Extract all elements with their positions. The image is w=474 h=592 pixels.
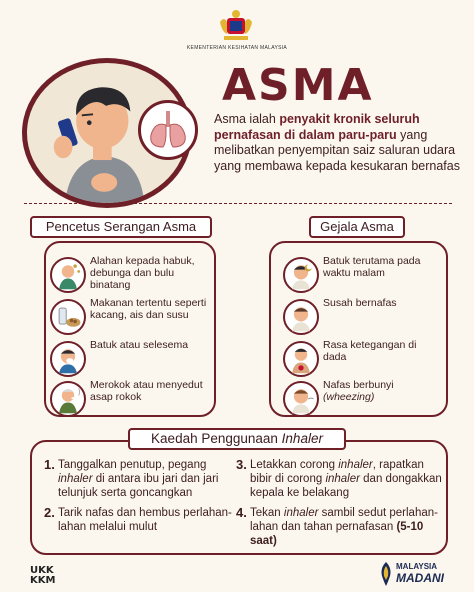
step-text-italic: inhaler [325,473,360,485]
symptom-text: Batuk terutama pada waktu malam [323,255,421,279]
madani-emblem-icon [378,562,394,586]
step-text-bold: (5-10 saat) [250,521,424,547]
list-item [271,339,446,379]
symptom-text-italic: (wheezing) [323,391,375,403]
symptom-text: Susah bernafas [323,297,397,309]
step-text: di antara ibu jari dan jari telunjuk serta goncangkan [58,473,219,499]
step-text: , rapatkan bibir di corong [250,459,424,485]
symptom-text-main: Nafas berbunyi [323,379,394,391]
trigger-text: Batuk atau selesema [90,339,189,351]
section-divider [24,203,452,204]
inhaler-heading-italic: Inhaler [281,431,323,446]
step-number: 1. [44,457,55,472]
intro-text-bold: penyakit kronik seluruh pernafasan di dalam paru-paru [214,112,420,142]
food-icon [50,299,86,335]
step-2 [44,506,232,534]
list-item [271,255,446,295]
step-text: sambil sedut perlahan-lahan dan tahan pernafasan [250,507,438,533]
asthma-definition [214,112,464,174]
night-cough-icon [283,257,319,293]
list-item [46,379,214,419]
intro-text-start: Asma ialah [214,112,280,126]
breathless-icon [283,299,319,335]
wheezing-icon [283,381,319,417]
allergy-icon [50,257,86,293]
ukk-text: UKK [30,565,54,576]
symptom-text [323,379,442,403]
cough-icon [50,341,86,377]
trigger-text: Makanan tertentu seperti kacang, ais dan susu [90,297,207,321]
trigger-text: Alahan kepada habuk, debunga dan bulu binatang [90,255,195,291]
step-text: Tekan [250,507,284,519]
symptoms-heading: Gejala Asma [309,216,405,238]
inhaler-heading [128,428,346,450]
smoking-icon [50,381,86,417]
step-text: Tarik nafas dan hembus perlahan-lahan melalui mulut [58,507,232,533]
step-text-italic: inhaler [338,459,373,471]
step-3 [236,458,442,500]
intro-text-end: yang melibatkan penyempitan saiz saluran udara yang membawa kepada kesukaran bernafas [214,127,460,173]
step-text: Letakkan corong [250,459,339,471]
ukk-kkm-logo [30,566,58,586]
malaysia-crest-logo [216,8,256,44]
symptoms-panel [269,241,448,417]
step-4 [236,506,442,548]
symptom-text: Rasa ketegangan di dada [323,339,417,363]
ministry-name: KEMENTERIAN KESIHATAN MALAYSIA [186,45,288,51]
step-number: 4. [236,505,247,520]
step-number: 2. [44,505,55,520]
madani-top-text: MALAYSIA [396,562,438,571]
step-text: Tanggalkan penutup, pegang [58,459,207,471]
inhaler-heading-text: Kaedah Penggunaan [151,431,282,446]
list-item [271,297,446,337]
step-1 [44,458,232,500]
list-item [46,297,214,337]
kkm-text: KKM [30,575,56,586]
trigger-text: Merokok atau menyedut asap rokok [90,379,203,403]
inhaler-steps-panel [30,440,448,555]
list-item [271,379,446,419]
lungs-icon [138,100,198,160]
chest-tightness-icon [283,341,319,377]
step-number: 3. [236,457,247,472]
page-title: ASMA [222,60,374,111]
madani-bottom-text: MADANI [396,571,444,585]
triggers-heading: Pencetus Serangan Asma [30,216,212,238]
list-item [46,255,214,295]
list-item [46,339,214,379]
step-text-italic: inhaler [283,507,319,519]
malaysia-madani-logo [378,560,448,588]
step-text: dan dongakkan kepala ke belakang [250,473,442,499]
step-text-italic: inhaler [58,473,93,485]
triggers-panel [44,241,216,417]
